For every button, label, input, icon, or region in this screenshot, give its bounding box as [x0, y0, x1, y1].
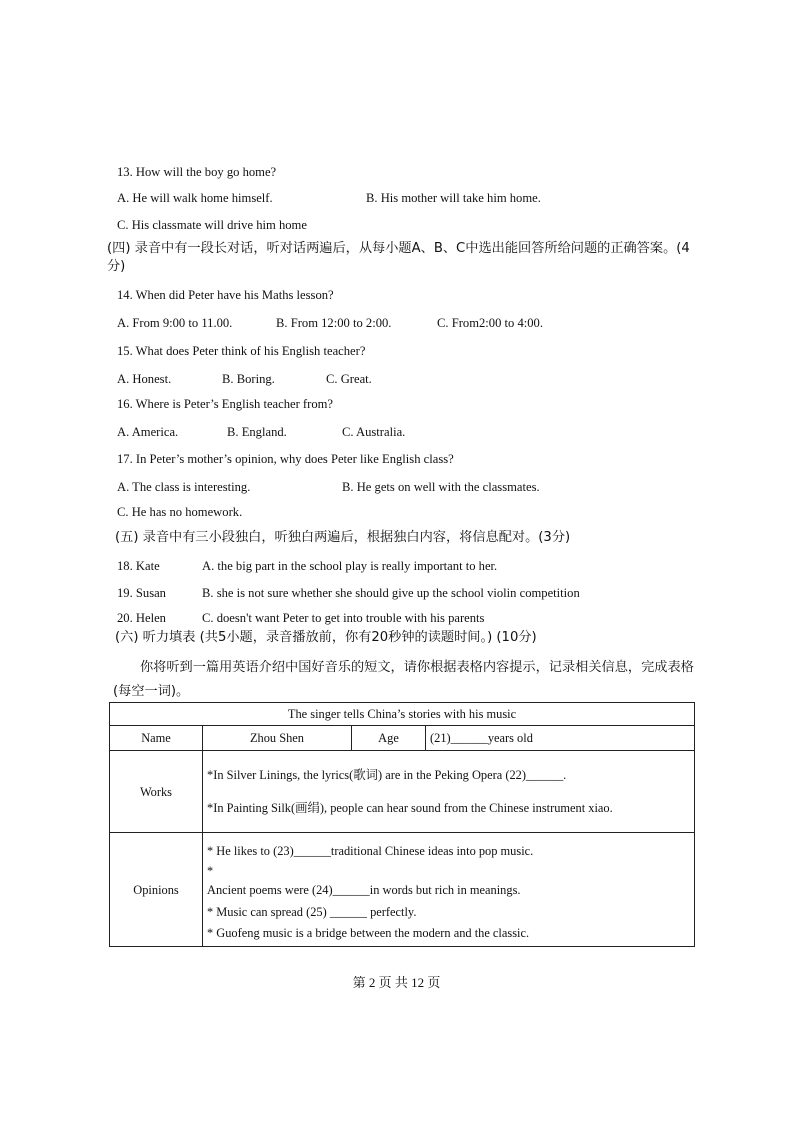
match-option-c: C. doesn't want Peter to get into trouble with his parents — [202, 611, 485, 625]
q17-stem: 17. In Peter’s mother’s opinion, why does Peter like English class? — [117, 452, 454, 466]
q16-option-a: A. America. — [117, 425, 179, 439]
q15-stem: 15. What does Peter think of his English teacher? — [117, 344, 366, 358]
section6-intro: 你将听到一篇用英语介绍中国好音乐的短文，请你根据表格内容提示，记录相关信息，完成表格(每空一词)。 — [113, 660, 694, 699]
opinion-line-2-bullet: * — [207, 864, 214, 878]
q15-option-a: A. Honest. — [117, 372, 172, 386]
section5-heading: (五) 录音中有三小段独白，听独白两遍后，根据独白内容，将信息配对。(3分) — [115, 530, 571, 545]
q16-stem: 16. Where is Peter’s English teacher from? — [117, 397, 334, 411]
opinion-line-3: * Music can spread (25) ______ perfectly. — [207, 905, 417, 919]
q17-option-a: A. The class is interesting. — [117, 480, 251, 494]
q14-option-c: C. From2:00 to 4:00. — [437, 316, 544, 330]
q17-option-c: C. He has no homework. — [117, 505, 243, 519]
match-name-helen: 20. Helen — [117, 611, 166, 625]
name-label: Name — [110, 726, 203, 751]
q17-option-b: B. He gets on well with the classmates. — [342, 480, 540, 494]
match-option-b: B. she is not sure whether she should give up the school violin competition — [202, 586, 580, 600]
q13-option-a: A. He will walk home himself. — [117, 191, 273, 205]
opinions-cell — [203, 833, 695, 947]
age-label: Age — [352, 726, 426, 751]
works-line-2: *In Painting Silk(画绢), people can hear sound from the Chinese instrument xiao. — [207, 801, 613, 815]
q15-option-b: B. Boring. — [222, 372, 275, 386]
works-cell — [203, 751, 695, 833]
q13-option-b: B. His mother will take him home. — [366, 191, 541, 205]
match-option-a: A. the big part in the school play is really important to her. — [202, 559, 498, 573]
q13-stem: 13. How will the boy go home? — [117, 165, 277, 179]
table-title: The singer tells China’s stories with his music — [110, 703, 695, 726]
name-value: Zhou Shen — [203, 726, 352, 751]
music-info-table — [109, 702, 695, 947]
match-name-kate: 18. Kate — [117, 559, 160, 573]
page-footer: 第 2 页 共 12 页 — [352, 975, 441, 990]
q14-stem: 14. When did Peter have his Maths lesson? — [117, 288, 334, 302]
works-label: Works — [110, 751, 203, 833]
section6-heading: (六) 听力填表 (共5小题，录音播放前，你有20秒钟的读题时间。) (10分) — [115, 630, 537, 645]
match-name-susan: 19. Susan — [117, 586, 166, 600]
works-line-1: *In Silver Linings, the lyrics(歌词) are in the Peking Opera (22)______. — [207, 768, 567, 782]
opinion-line-2: Ancient poems were (24)______in words but rich in meanings. — [207, 883, 521, 897]
opinions-label: Opinions — [110, 833, 203, 947]
q16-option-b: B. England. — [227, 425, 287, 439]
section4-heading: (四) 录音中有一段长对话，听对话两遍后，从每小题A、B、C中选出能回答所给问题的正确答案。(4分) — [107, 241, 690, 274]
q16-option-c: C. Australia. — [342, 425, 406, 439]
age-blank-21: (21)______years old — [426, 726, 695, 751]
q15-option-c: C. Great. — [326, 372, 372, 386]
opinion-line-1: * He likes to (23)______traditional Chinese ideas into pop music. — [207, 844, 534, 858]
q14-option-b: B. From 12:00 to 2:00. — [276, 316, 392, 330]
q14-option-a: A. From 9:00 to 11.00. — [117, 316, 233, 330]
opinion-line-4: * Guofeng music is a bridge between the modern and the classic. — [207, 926, 530, 940]
q13-option-c: C. His classmate will drive him home — [117, 218, 307, 232]
